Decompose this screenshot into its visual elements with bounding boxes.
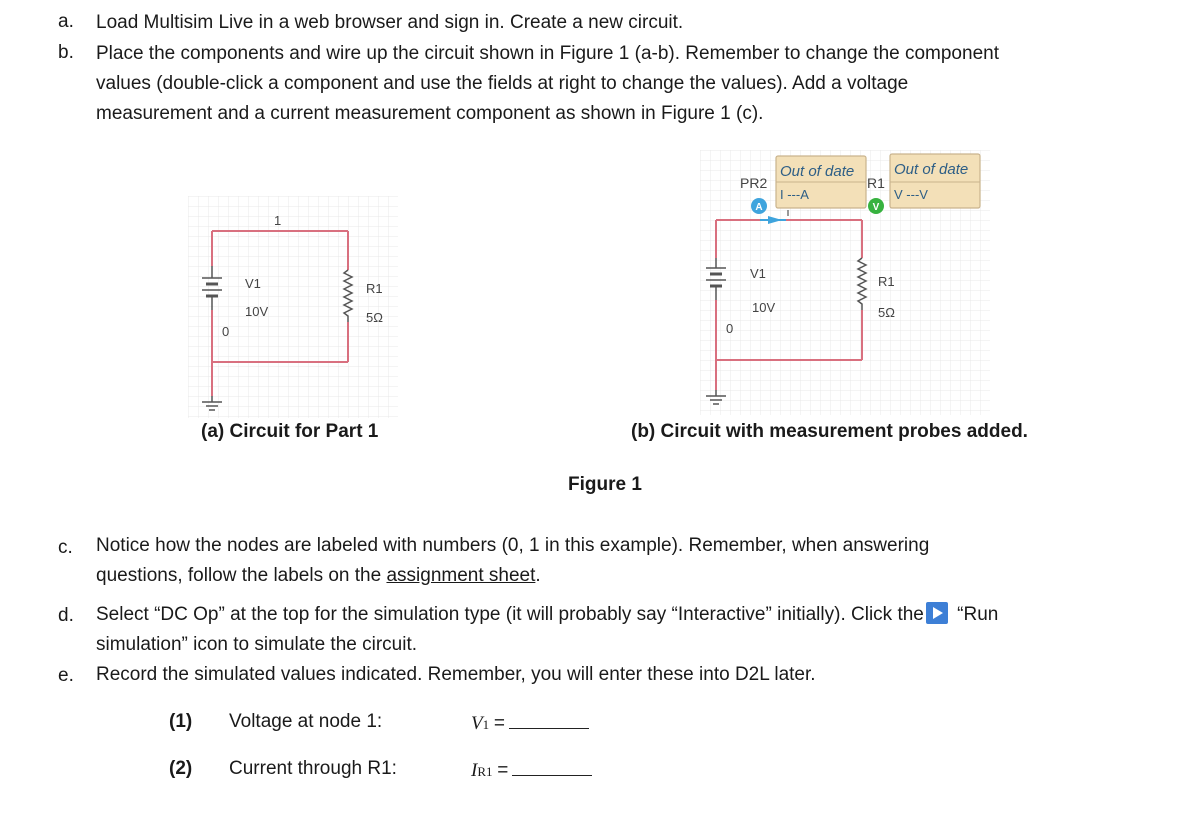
step-c-line2-prefix: questions, follow the labels on the [96,565,387,586]
question-1-sub: 1 [482,717,490,732]
step-c-text [96,531,1146,591]
question-1-eq: = [493,713,505,734]
source-value-b: 10V [752,300,776,315]
question-2-sub: R1 [477,764,493,779]
caption-b: (b) Circuit with measurement probes added. [631,421,1028,442]
circuit-a-diagram [188,196,398,418]
voltmeter-badge-label: V [872,202,880,213]
current-probe-status: Out of date [780,163,855,180]
circuit-b-diagram [700,150,990,415]
voltage-probe-status: Out of date [894,161,969,178]
step-b-line2: values (double-click a component and use the fields at right to change the values). Add a voltage [96,73,909,94]
step-b-line1: Place the components and wire up the circuit shown in Figure 1 (a-b). Remember to change the component [96,43,999,64]
step-d-text [96,600,1186,660]
source-name-b: V1 [750,266,766,281]
assignment-sheet-link[interactable]: assignment sheet [386,565,536,586]
step-e-text: Record the simulated values indicated. Remember, you will enter these into D2L later. [96,664,816,685]
resistor-name-b: R1 [878,274,895,289]
step-e-letter: e. [58,665,74,686]
current-probe-reading: I ---A [780,187,809,202]
question-2-answer [471,757,592,782]
question-1-answer [471,710,589,735]
play-icon [926,602,948,624]
figure-title: Figure 1 [568,474,642,495]
question-1-blank[interactable] [509,710,589,729]
step-a-letter: a. [58,11,74,32]
resistor-value-b: 5Ω [878,305,895,320]
node-0-label-a: 0 [222,324,230,339]
ammeter-badge-label: A [755,202,763,213]
question-2-eq: = [497,760,509,781]
step-b-text [96,39,1146,129]
source-value-a: 10V [245,304,269,319]
question-2-number: (2) [169,758,193,779]
node-1-label: 1 [274,213,282,228]
caption-a: (a) Circuit for Part 1 [201,421,379,442]
step-d-line1-suffix: “Run [951,604,999,625]
question-2-var: I [471,760,478,781]
resistor-name-a: R1 [366,281,383,296]
step-b-letter: b. [58,42,74,63]
question-1-label: Voltage at node 1: [229,711,383,732]
step-d-line2: simulation” icon to simulate the circuit. [96,634,418,655]
step-c-line2 [96,561,1146,591]
current-probe-name: PR2 [740,175,768,191]
step-c-line1: Notice how the nodes are labeled with numbers (0, 1 in this example). Remember, when answering [96,535,930,556]
source-name-a: V1 [245,276,261,291]
voltage-probe-reading: V ---V [894,187,928,202]
step-d-letter: d. [58,605,74,626]
question-1-number: (1) [169,711,193,732]
step-c-line2-suffix: . [535,565,541,586]
resistor-value-a: 5Ω [366,310,383,325]
question-1-var: V [471,713,483,734]
step-b-line3: measurement and a current measurement component as shown in Figure 1 (c). [96,103,764,124]
grid-background-a [188,196,398,418]
step-d-line1-prefix: Select “DC Op” at the top for the simulation type (it will probably say “Interactive” initially). Click the [96,604,924,625]
question-2-blank[interactable] [512,757,592,776]
voltage-probe-name: R1 [867,175,885,191]
step-c-letter: c. [58,537,73,558]
step-a-text: Load Multisim Live in a web browser and sign in. Create a new circuit. [96,12,684,33]
question-2-label: Current through R1: [229,758,397,779]
step-d-line1 [96,600,1186,630]
node-0-label-b: 0 [726,321,734,336]
